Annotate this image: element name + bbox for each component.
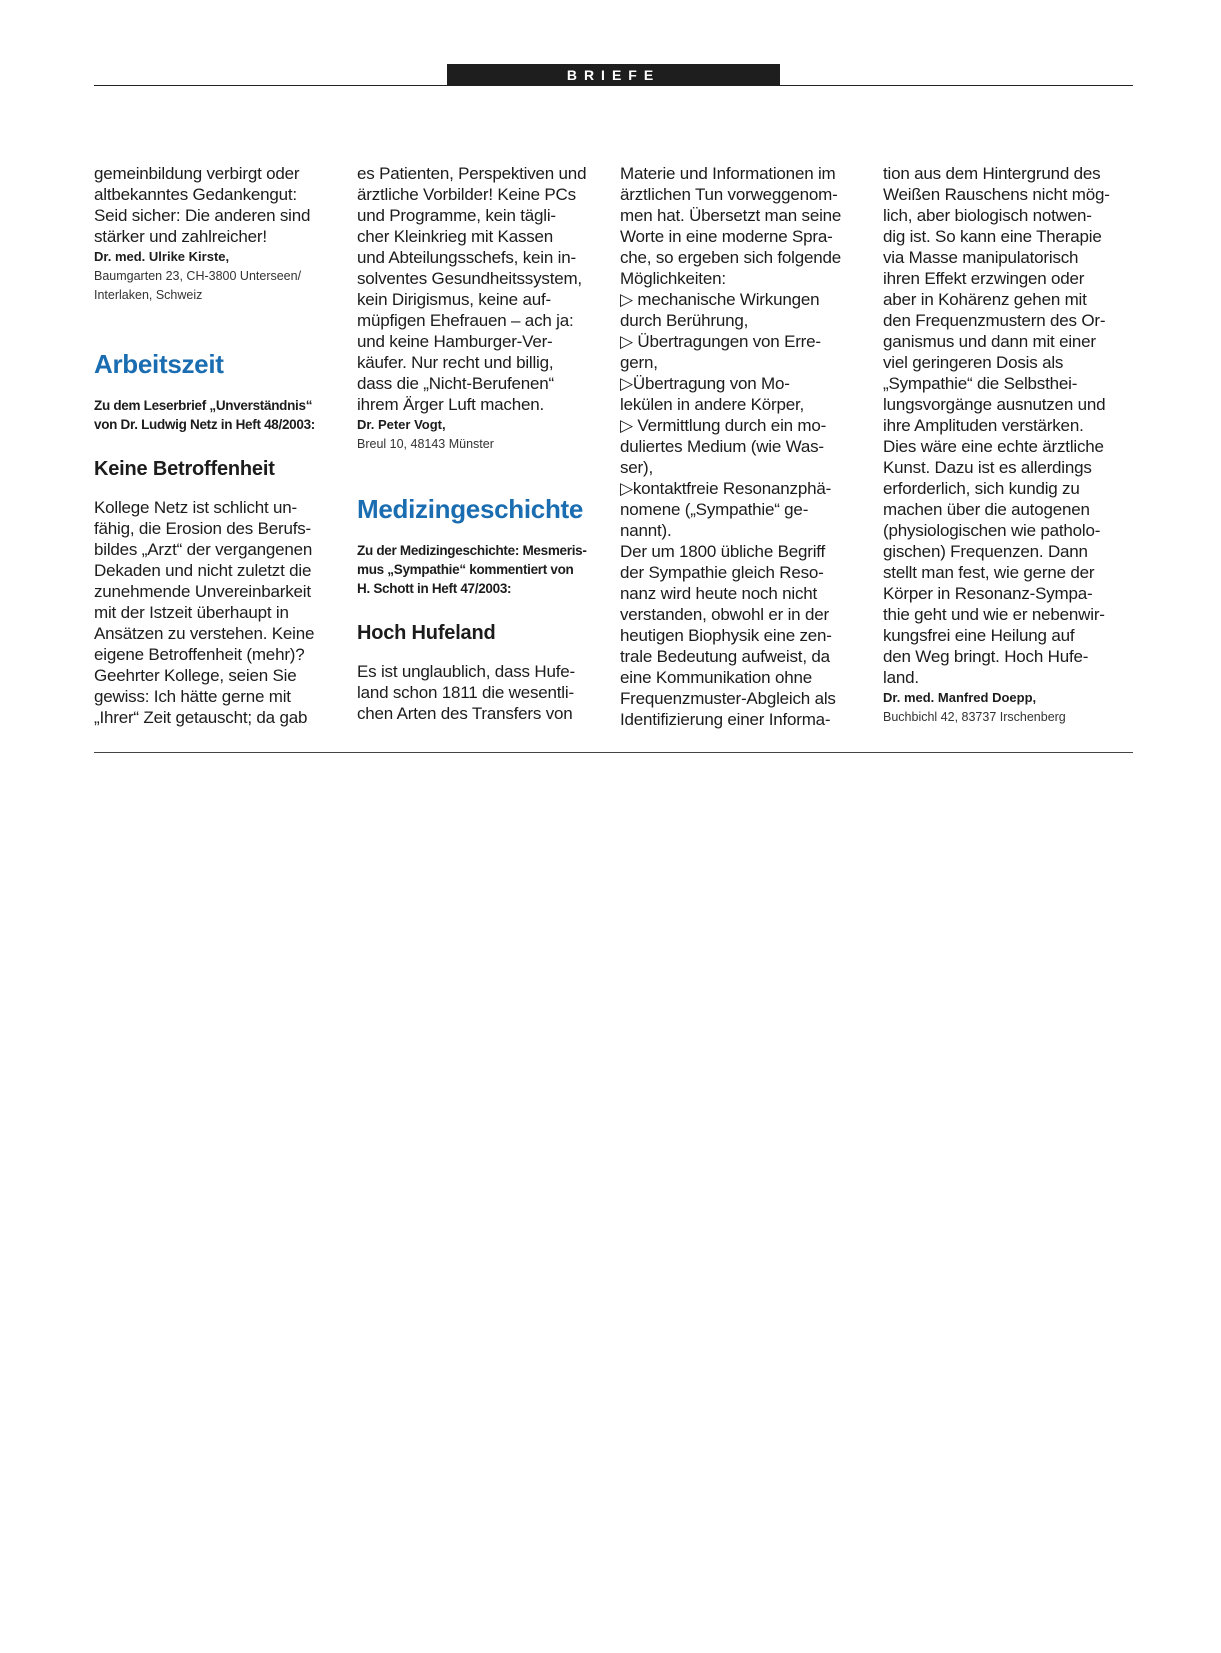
text-line: ▷ mechanische Wirkungen <box>620 290 820 309</box>
text-line: und keine Hamburger-Ver- <box>357 332 553 351</box>
text-line: gewiss: Ich hätte gerne mit <box>94 687 291 706</box>
text-line: Zu der Medizingeschichte: Mesmeris- <box>357 543 587 558</box>
letter-text <box>883 163 1133 688</box>
letter-text <box>94 497 344 728</box>
text-line: erforderlich, sich kundig zu <box>883 479 1080 498</box>
text-line: gemeinbildung verbirgt oder <box>94 164 300 183</box>
text-line: von Dr. Ludwig Netz in Heft 48/2003: <box>94 417 315 432</box>
section-title: Arbeitszeit <box>94 349 224 379</box>
text-line: stellt man fest, wie gerne der <box>883 563 1095 582</box>
author-name: Dr. med. Ulrike Kirste, <box>94 249 230 264</box>
text-line: land schon 1811 die wesentli- <box>357 683 574 702</box>
text-line: cher Kleinkrieg mit Kassen <box>357 227 554 246</box>
text-line: nannt). <box>620 521 672 540</box>
text-line: H. Schott in Heft 47/2003: <box>357 581 512 596</box>
text-line: aber in Kohärenz gehen mit <box>883 290 1087 309</box>
text-line: und Abteilungsschefs, kein in- <box>357 248 576 267</box>
text-line: Seid sicher: Die anderen sind <box>94 206 311 225</box>
text-line: Kollege Netz ist schlicht un- <box>94 498 298 517</box>
text-line: eine Kommunikation ohne <box>620 668 812 687</box>
text-line: durch Berührung, <box>620 311 749 330</box>
section-label: BRIEFE <box>447 64 780 86</box>
text-line: den Weg bringt. Hoch Hufe- <box>883 647 1089 666</box>
text-line: Breul 10, 48143 Münster <box>357 437 494 451</box>
text-line: eigene Betroffenheit (mehr)? <box>94 645 305 664</box>
text-line: Körper in Resonanz-Sympa- <box>883 584 1093 603</box>
text-line: ärztliche Vorbilder! Keine PCs <box>357 185 576 204</box>
text-line: chen Arten des Transfers von <box>357 704 573 723</box>
text-line: und Programme, kein tägli- <box>357 206 556 225</box>
text-line: trale Bedeutung aufweist, da <box>620 647 830 666</box>
text-line: fähig, die Erosion des Berufs- <box>94 519 312 538</box>
column-2 <box>357 163 607 724</box>
text-line: Buchbichl 42, 83737 Irschenberg <box>883 710 1066 724</box>
text-line: „Sympathie“ die Selbsthei- <box>883 374 1078 393</box>
text-line: lekülen in andere Körper, <box>620 395 805 414</box>
text-line: dass die „Nicht-Berufenen“ <box>357 374 555 393</box>
text-line: Es ist unglaublich, dass Hufe- <box>357 662 575 681</box>
text-line: ▷ Vermittlung durch ein mo- <box>620 416 827 435</box>
text-line: ▷kontaktfreie Resonanzphä- <box>620 479 832 498</box>
text-line: Baumgarten 23, CH-3800 Unterseen/ <box>94 269 302 283</box>
text-line: thie geht und wie er nebenwir- <box>883 605 1105 624</box>
text-line: müpfigen Ehefrauen – ach ja: <box>357 311 574 330</box>
letter-text <box>620 163 870 730</box>
author-address <box>94 267 344 305</box>
text-line: Zu dem Leserbrief „Unverständnis“ <box>94 398 313 413</box>
text-line: viel geringeren Dosis als <box>883 353 1064 372</box>
text-line: Ansätzen zu verstehen. Keine <box>94 624 315 643</box>
text-line: mus „Sympathie“ kommentiert von <box>357 562 574 577</box>
author-address <box>883 708 1133 727</box>
text-line: altbekanntes Gedankengut: <box>94 185 297 204</box>
author-address <box>357 435 607 454</box>
text-line: machen über die autogenen <box>883 500 1090 519</box>
text-line: Geehrter Kollege, seien Sie <box>94 666 297 685</box>
author-name: Dr. med. Manfred Doepp, <box>883 690 1037 705</box>
text-line: Materie und Informationen im <box>620 164 836 183</box>
letter-reference <box>94 396 344 434</box>
text-line: men hat. Übersetzt man seine <box>620 206 842 225</box>
text-line: „Ihrer“ Zeit getauscht; da gab <box>94 708 308 727</box>
text-line: duliertes Medium (wie Was- <box>620 437 824 456</box>
column-3 <box>620 163 870 730</box>
text-line: nanz wird heute noch nicht <box>620 584 818 603</box>
text-line: käufer. Nur recht und billig, <box>357 353 554 372</box>
section-title: Medizingeschichte <box>357 494 584 524</box>
column-4 <box>883 163 1133 727</box>
text-line: Interlaken, Schweiz <box>94 288 203 302</box>
text-line: Weißen Rauschens nicht mög- <box>883 185 1110 204</box>
text-line: ▷ Übertragungen von Erre- <box>620 332 821 351</box>
text-line: ärztlichen Tun vorweggenom- <box>620 185 838 204</box>
text-line: kungsfrei eine Heilung auf <box>883 626 1075 645</box>
text-line: gern, <box>620 353 658 372</box>
text-line: es Patienten, Perspektiven und <box>357 164 587 183</box>
text-line: ser), <box>620 458 654 477</box>
text-line: ▷Übertragung von Mo- <box>620 374 790 393</box>
text-line: mit der Istzeit überhaupt in <box>94 603 289 622</box>
text-line: lungsvorgänge ausnutzen und <box>883 395 1106 414</box>
letter-text <box>357 661 607 724</box>
text-line: gischen) Frequenzen. Dann <box>883 542 1088 561</box>
text-line: che, so ergeben sich folgende <box>620 248 842 267</box>
text-line: ihren Effekt erzwingen oder <box>883 269 1085 288</box>
text-line: zunehmende Unvereinbarkeit <box>94 582 311 601</box>
letter-text <box>357 163 607 415</box>
text-line: bildes „Arzt“ der vergangenen <box>94 540 313 559</box>
text-line: verstanden, obwohl er in der <box>620 605 829 624</box>
text-line: dig ist. So kann eine Therapie <box>883 227 1102 246</box>
text-line: Worte in eine moderne Spra- <box>620 227 833 246</box>
text-line: tion aus dem Hintergrund des <box>883 164 1101 183</box>
author-name: Dr. Peter Vogt, <box>357 417 446 432</box>
footer-rule <box>94 752 1133 753</box>
text-line: den Frequenzmustern des Or- <box>883 311 1106 330</box>
text-line: Kunst. Dazu ist es allerdings <box>883 458 1092 477</box>
letter-reference <box>357 541 607 598</box>
text-line: solventes Gesundheitssystem, <box>357 269 582 288</box>
text-line: Dies wäre eine echte ärztliche <box>883 437 1104 456</box>
text-line: lich, aber biologisch notwen- <box>883 206 1092 225</box>
text-line: stärker und zahlreicher! <box>94 227 267 246</box>
text-line: Möglichkeiten: <box>620 269 726 288</box>
letter-title: Keine Betroffenheit <box>94 458 275 480</box>
text-line: ihre Amplituden verstärken. <box>883 416 1084 435</box>
letter-title: Hoch Hufeland <box>357 622 496 644</box>
text-line: Dekaden und nicht zuletzt die <box>94 561 312 580</box>
column-1 <box>94 163 344 728</box>
text-line: ganismus und dann mit einer <box>883 332 1096 351</box>
text-line: der Sympathie gleich Reso- <box>620 563 824 582</box>
letter-text <box>94 163 344 247</box>
text-line: land. <box>883 668 919 687</box>
text-line: Frequenzmuster-Abgleich als <box>620 689 836 708</box>
text-line: kein Dirigismus, keine auf- <box>357 290 551 309</box>
text-line: ihrem Ärger Luft machen. <box>357 395 545 414</box>
text-line: heutigen Biophysik eine zen- <box>620 626 832 645</box>
text-line: Identifizierung einer Informa- <box>620 710 831 729</box>
text-line: nomene („Sympathie“ ge- <box>620 500 809 519</box>
text-line: via Masse manipulatorisch <box>883 248 1079 267</box>
text-line: (physiologischen wie patholo- <box>883 521 1101 540</box>
text-line: Der um 1800 übliche Begriff <box>620 542 826 561</box>
